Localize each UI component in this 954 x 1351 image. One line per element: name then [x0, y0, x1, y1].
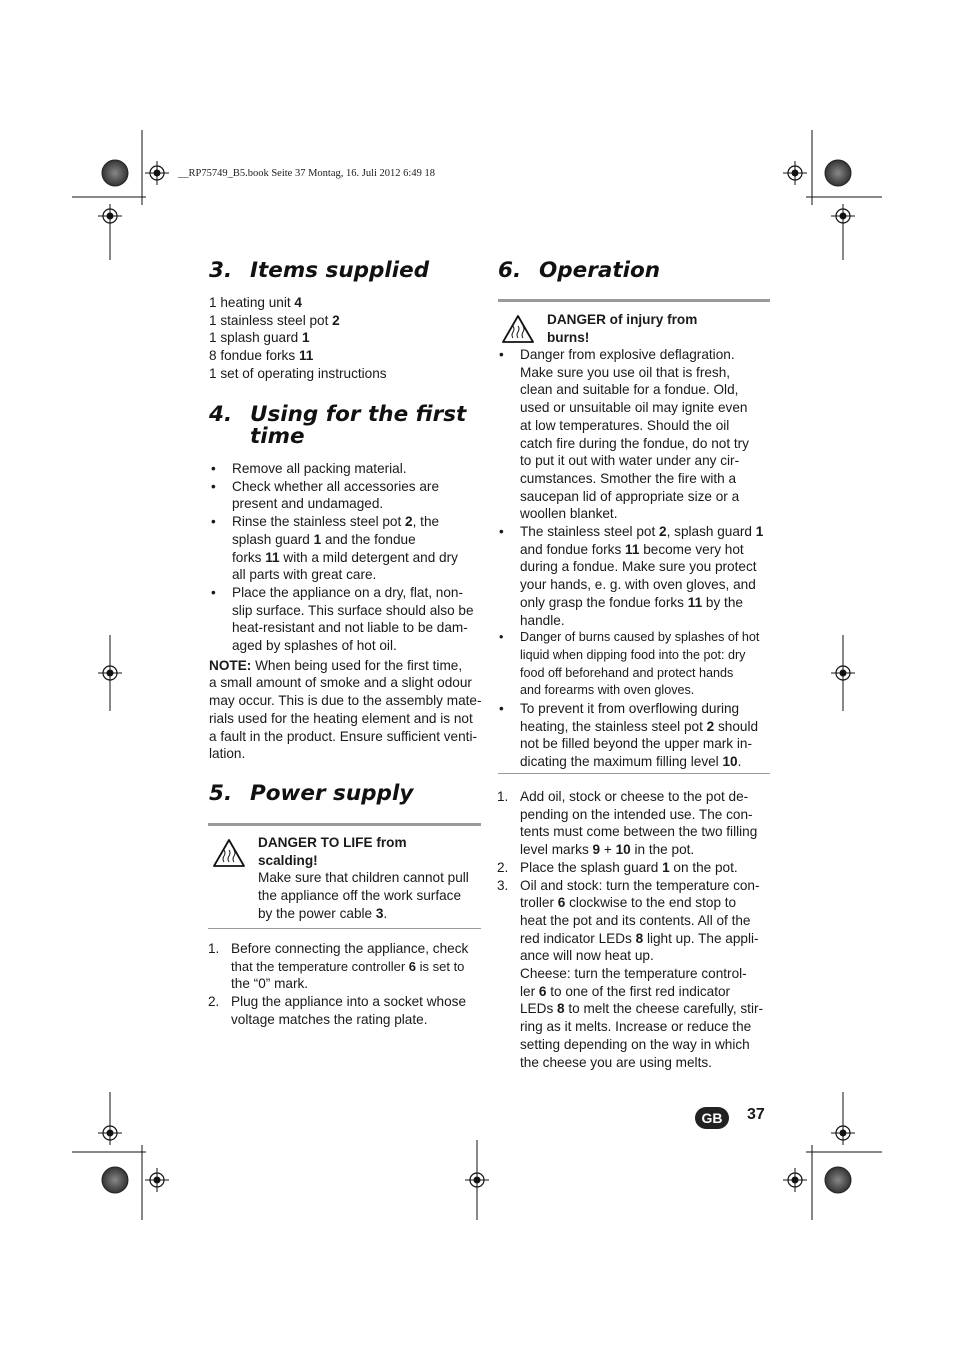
list-item: • Check whether all accessories are present and undamaged. — [209, 478, 489, 513]
list-item: 1 stainless steel pot 2 — [209, 312, 340, 328]
warning-box-power — [258, 834, 483, 923]
warning-hot-surface-icon — [501, 314, 535, 344]
section-title: Items supplied — [250, 258, 430, 283]
section-4 — [209, 404, 489, 763]
list-item: • Danger of burns caused by splashes of hot liquid when dipping food into the pot: dry food off beforehand and protect hands and forearms with oven gloves. — [497, 629, 777, 700]
list-item: 1. Before connecting the appliance, check that the temperature controller 6 is set to the “0” mark. — [208, 941, 469, 992]
section-number: 6. — [498, 258, 522, 283]
warning-hot-surface-icon — [212, 838, 246, 868]
warning-text: Make sure that children cannot pull the appliance off the work surface by the power cable 3. — [258, 870, 469, 921]
section-number: 3. — [209, 258, 233, 283]
section-number: 4. — [209, 402, 233, 427]
section-3-heading — [209, 260, 484, 282]
warning-top-rule — [208, 823, 481, 826]
section-4-heading — [209, 404, 489, 448]
bullet-list — [209, 460, 489, 655]
warning-title: DANGER TO LIFE from scalding! — [258, 835, 407, 868]
list-item: • Place the appliance on a dry, flat, non- slip surface. This surface should also be heat-resistant and not liable to be dam- aged by splashes of hot oil. — [209, 584, 489, 655]
list-item: • To prevent it from overflowing during heating, the stainless steel pot 2 should not be filled beyond the upper mark in- dicating the maximum filling level 10. — [497, 700, 777, 771]
list-item: • Rinse the stainless steel pot 2, the splash guard 1 and the fondue forks 11 with a mild detergent and dry all parts with great care. — [209, 513, 489, 584]
section-title: Using for the first — [250, 402, 467, 427]
list-item: 8 fondue forks 11 — [209, 348, 314, 364]
numbered-list-power — [208, 940, 488, 1029]
warning-title: DANGER of injury from burns! — [547, 312, 698, 345]
list-item: 1 heating unit 4 — [209, 295, 302, 310]
page-number: 37 — [747, 1106, 765, 1123]
list-item: 1. Add oil, stock or cheese to the pot de- pending on the intended use. The con- tents must come between the two filling level marks 9 + 10 in the pot. — [497, 789, 758, 858]
header-slug: __RP75749_B5.book Seite 37 Montag, 16. Juli 2012 6:49 18 — [178, 168, 435, 179]
language-badge: GB — [695, 1107, 729, 1129]
list-item: 2. Plug the appliance into a socket whose voltage matches the rating plate. — [208, 994, 467, 1027]
warning-bottom-rule — [498, 773, 770, 774]
section-title: Operation — [539, 258, 661, 283]
numbered-list-operation — [497, 788, 782, 1071]
list-item: 3. Oil and stock: turn the temperature con- troller 6 clockwise to the end stop to heat the pot and its contents. All of the red indicator LEDs 8 light up. The appli- ance will now heat up. Cheese: turn the temperature control- ler 6 to one of the first red indicator LEDs 8 to melt the cheese carefully, stir- ring as it melts. Increase or reduce the setting depending on the way in which the cheese you are using melts. — [497, 877, 764, 1070]
section-number: 5. — [209, 781, 233, 806]
list-item: • Remove all packing material. — [209, 460, 489, 478]
list-item: 1 splash guard 1 — [209, 330, 310, 346]
note-label: NOTE: — [209, 657, 252, 673]
section-5-heading — [209, 783, 484, 805]
warning-top-rule — [498, 299, 770, 302]
items-list — [209, 294, 484, 383]
list-item: 2. Place the splash guard 1 on the pot. — [497, 859, 738, 875]
list-item: 1 set of operating instructions — [209, 365, 387, 381]
list-item: • The stainless steel pot 2, splash guard 1 and fondue forks 11 become very hot during a fondue. Make sure you protect your hands, e. g. with oven gloves, and only grasp the fondue forks 11 by the handle. — [497, 523, 777, 629]
section-6-heading — [498, 260, 773, 282]
list-item: • Danger from explosive deflagration. Make sure you use oil that is fresh, clean and suitable for a fondue. Old, used or unsuitable oil may ignite even at low temperatures. Should the oil catch fire during the fondue, do not try to put it out with water under any cir- cumstances. Smother the fire with a saucepan lid of appropriate size or a woollen blanket. — [497, 346, 777, 523]
section-3 — [209, 260, 484, 383]
warning-bottom-rule — [208, 928, 481, 929]
note-paragraph: NOTE: When being used for the first time, a small amount of smoke and a slight odour may occur. This is due to the assembly mate- rials used for the heating element and is not a fault in the product. Ensure sufficient venti- lation. — [209, 657, 482, 762]
section-title: Power supply — [250, 781, 414, 806]
section-title-cont: time — [250, 424, 305, 449]
bullet-list-operation — [497, 346, 777, 771]
